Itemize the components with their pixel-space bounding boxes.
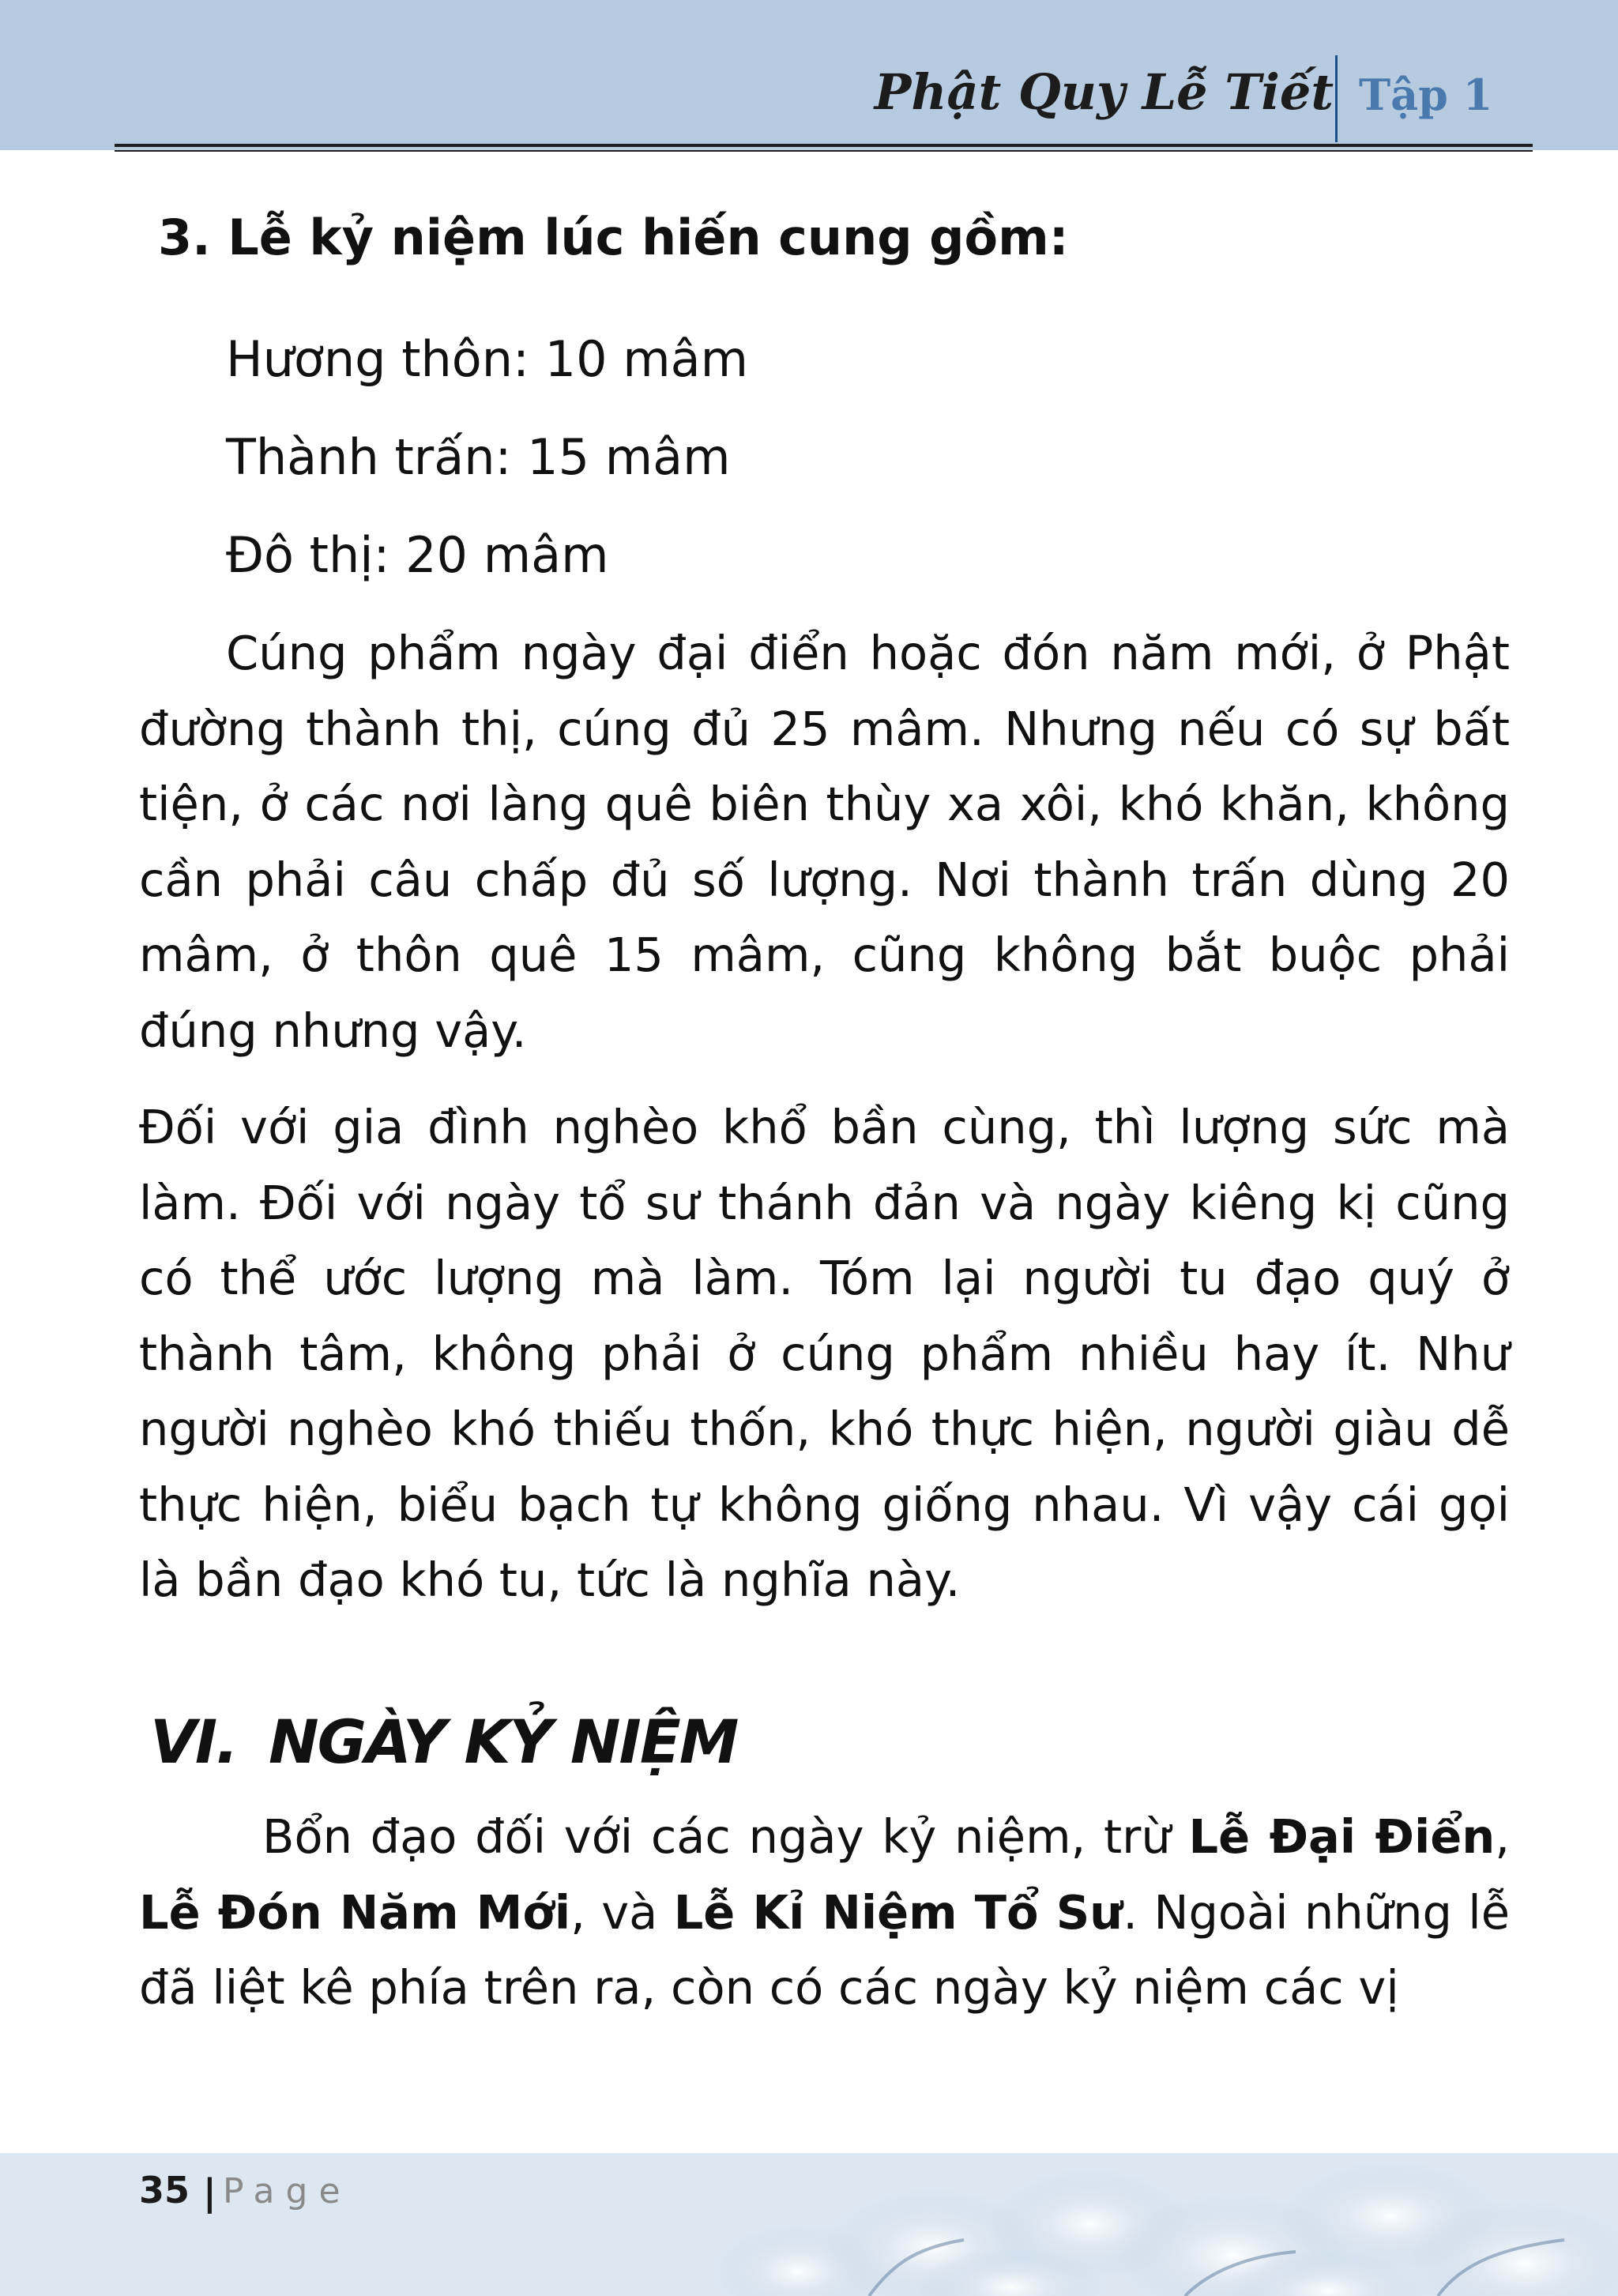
- page-label: Page: [223, 2171, 352, 2211]
- chapter-number: VI.: [150, 1707, 237, 1777]
- page-number: 35: [139, 2169, 190, 2211]
- section-heading: 3. Lễ kỷ niệm lúc hiến cung gồm:: [158, 209, 1069, 266]
- chapter-heading: [150, 1707, 737, 1777]
- text-run: Bổn đạo đối với các ngày kỷ niệm, trừ: [262, 1809, 1189, 1864]
- chapter-title: NGÀY KỶ NIỆM: [268, 1707, 738, 1777]
- paragraph: Cúng phẩm ngày đại điển hoặc đón năm mới, ở Phật đường thành thị, cúng đủ 25 mâm. Nhưng nếu có sự bất tiện, ở các nơi làng quê biên thùy xa xôi, khó khăn, không cần phải câu chấp đủ số lượng. Nơi thành trấn dùng 20 mâm, ở thôn quê 15 mâm, cũng không bắt buộc phải đúng nhưng vậy.: [139, 626, 1510, 1058]
- list-item: Thành trấn: 15 mâm: [226, 428, 731, 486]
- bold-term: Lễ Kỉ Niệm Tổ Sư: [673, 1884, 1123, 1940]
- paragraph: Đối với gia đình nghèo khổ bần cùng, thì lượng sức mà làm. Đối với ngày tổ sư thánh đản và ngày kiêng kị cũng có thể ước lượng mà làm. Tóm lại người tu đạo quý ở thành tâm, không phải ở cúng phẩm nhiều hay ít. Như người nghèo khó thiếu thốn, khó thực hiện, người giàu dễ thực hiện, biểu bạch tự không giống nhau. Vì vậy cái gọi là bần đạo khó tu, tức là nghĩa này.: [139, 1100, 1510, 1607]
- page-separator: |: [203, 2171, 216, 2214]
- text-run: ,: [1495, 1809, 1510, 1864]
- header-rule: [115, 144, 1533, 147]
- book-title: Phật Quy Lễ Tiết: [874, 63, 1334, 121]
- header-rule-thin: [115, 150, 1533, 152]
- text-run: , và: [570, 1884, 674, 1940]
- volume-label: Tập 1: [1359, 70, 1493, 120]
- header-divider: [1335, 55, 1338, 142]
- bold-term: Lễ Đại Điển: [1188, 1809, 1496, 1864]
- paragraph: [139, 1799, 1510, 2026]
- text-run: . Ngoài những lễ đã liệt kê phía trên ra, còn có các ngày kỷ niệm các vị: [139, 1884, 1510, 2015]
- list-item: Hương thôn: 10 mâm: [226, 330, 749, 388]
- bold-term: Lễ Đón Năm Mới: [139, 1884, 571, 1940]
- list-item: Đô thị: 20 mâm: [226, 526, 609, 584]
